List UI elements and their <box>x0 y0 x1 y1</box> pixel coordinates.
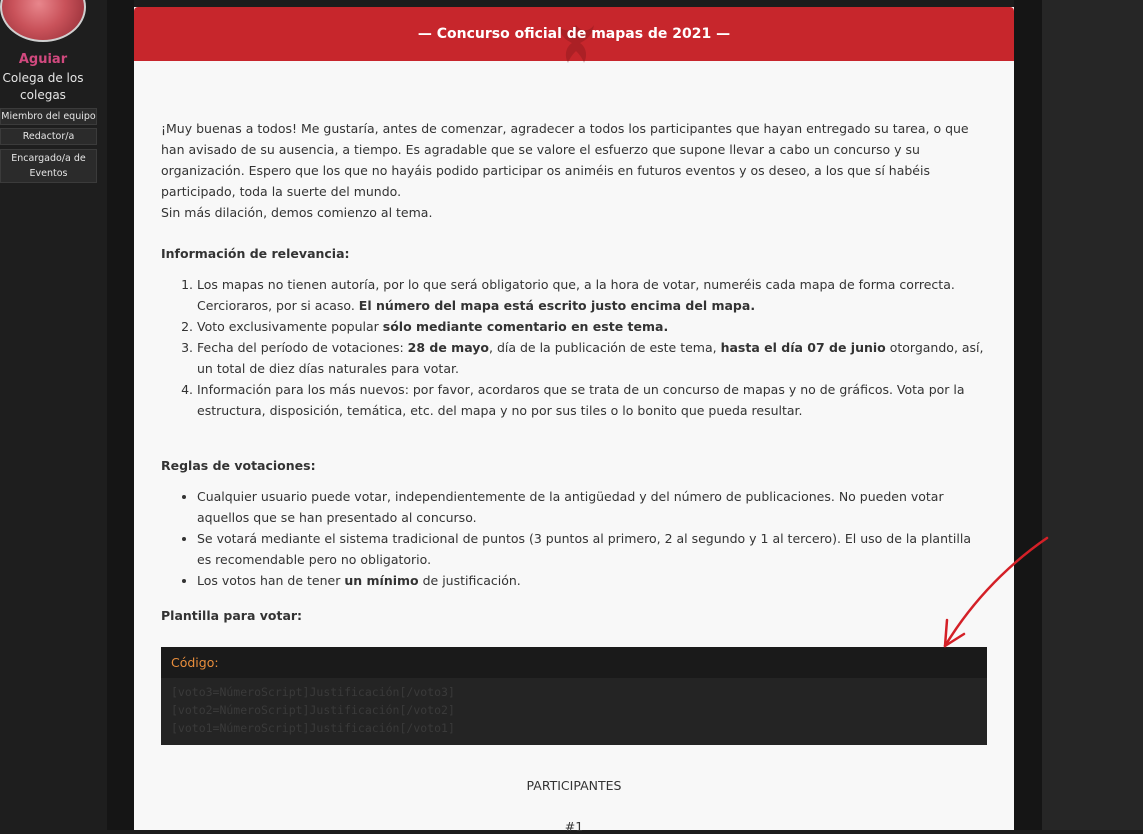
map-number: #1 <box>564 819 584 834</box>
intro-paragraph: ¡Muy buenas a todos! Me gustaría, antes de comenzar, agradecer a todos los participantes que hayan entregado su tarea, o que han avisado de su ausencia, a tiempo. Es agradable que se valore el esfuerzo que supone llevar a cabo un concurso y su organización. Espero que los que no hayáis podido participar os animéis en futuros eventos y os deseo, a los que sí habéis participado, toda la suerte del mundo. <box>161 121 969 199</box>
list-item: • Se votará mediante el sistema tradicional de puntos (3 puntos al primero, 2 al segundo y 1 al tercero). El uso de la plantilla es recomendable pero no obligatorio. <box>197 528 989 570</box>
red-arrow-icon <box>930 528 1060 658</box>
list-item: 1. Los mapas no tienen autoría, por lo que será obligatorio que, a la hora de votar, numeréis cada mapa de forma correcta. Cercioraros, por si acaso. El número del mapa está escrito justo encima del mapa. <box>197 274 989 316</box>
list-item: • Cualquier usuario puede votar, independientemente de la antigüedad y del número de publicaciones. No pueden votar aquellos que se han presentado al concurso. <box>197 486 989 528</box>
list-item: 3. Fecha del período de votaciones: 28 de mayo, día de la publicación de este tema, hasta el día 07 de junio otorgando, así, un total de diez días naturales para votar. <box>197 337 989 379</box>
code-title: Código: <box>161 647 987 678</box>
intro-closing: Sin más dilación, demos comienzo al tema. <box>161 205 433 220</box>
right-gutter <box>1014 0 1042 830</box>
user-sidebar <box>0 0 107 830</box>
right-column <box>1042 0 1143 830</box>
list-item: • Los votos han de tener un mínimo de justificación. <box>197 570 989 591</box>
badge-team-member: Miembro del equipo <box>0 108 97 125</box>
template-heading: Plantilla para votar: <box>161 608 303 623</box>
info-list <box>161 274 989 421</box>
rules-list <box>161 486 989 591</box>
code-line: [voto3=NúmeroScript]Justificación[/voto3] <box>171 685 455 699</box>
code-body[interactable] <box>161 678 987 745</box>
participants-heading: PARTICIPANTES <box>526 778 622 793</box>
post <box>134 7 1014 834</box>
post-header <box>134 7 1014 61</box>
code-line: [voto2=NúmeroScript]Justificación[/voto2] <box>171 703 455 717</box>
rules-heading: Reglas de votaciones: <box>161 458 316 473</box>
username[interactable]: Aguiar <box>18 52 68 67</box>
post-content <box>161 118 989 626</box>
list-item: 4. Información para los más nuevos: por favor, acordaros que se trata de un concurso de mapas y no de gráficos. Vota por la estructura, disposición, temática, etc. del mapa y no por sus tiles o lo bonito que pueda resultar. <box>197 379 989 421</box>
badge-editor: Redactor/a <box>0 128 97 145</box>
code-block[interactable] <box>161 647 987 745</box>
list-item: 2. Voto exclusivamente popular sólo mediante comentario en este tema. <box>197 316 989 337</box>
code-line: [voto1=NúmeroScript]Justificación[/voto1] <box>171 721 455 735</box>
left-gutter <box>107 0 134 830</box>
badge-events: Encargado/a de Eventos <box>0 149 97 183</box>
post-title: — Concurso oficial de mapas de 2021 — <box>417 26 731 42</box>
user-rank: Colega de los colegas <box>2 71 84 102</box>
avatar[interactable] <box>0 0 86 42</box>
info-heading: Información de relevancia: <box>161 246 350 261</box>
